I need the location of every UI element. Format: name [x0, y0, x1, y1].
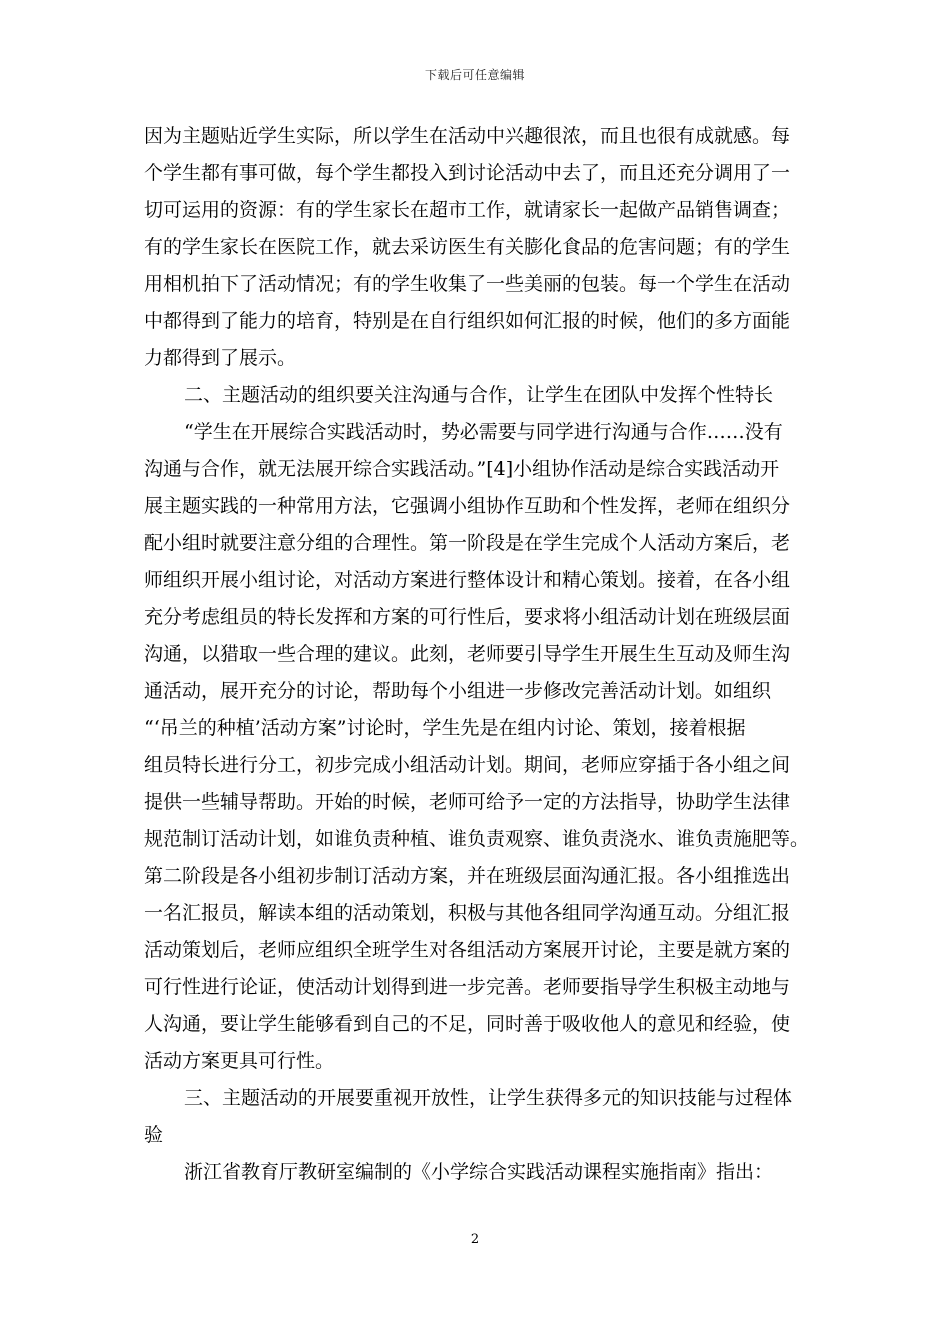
paragraph-line: 活动方案更具可行性。	[144, 1050, 335, 1072]
paragraph-line: 人沟通，要让学生能够看到自己的不足，同时善于吸收他人的意见和经验，使	[144, 1013, 791, 1035]
download-note-header: 下载后可任意编辑	[424, 68, 525, 82]
paragraph-line: 配小组时就要注意分组的合理性。第一阶段是在学生完成个人活动方案后，老	[144, 532, 791, 554]
section-heading-2: 二、主题活动的组织要关注沟通与合作，让学生在团队中发挥个性特长	[184, 384, 774, 406]
paragraph-line: 沟通与合作，就无法展开综合实践活动。”[4]小组协作活动是综合实践活动开	[144, 458, 780, 480]
paragraph-line: “学生在开展综合实践活动时，势必需要与同学进行沟通与合作……没有	[184, 421, 783, 443]
paragraph-line: 浙江省教育厅教研室编制的《小学综合实践活动课程实施指南》指出：	[184, 1161, 774, 1183]
paragraph-line: 个学生都有事可做，每个学生都投入到讨论活动中去了，而且还充分调用了一	[144, 162, 791, 184]
paragraph-line: 一名汇报员，解读本组的活动策划，积极与其他各组同学沟通互动。分组汇报	[144, 902, 791, 924]
paragraph-line: 组员特长进行分工，初步完成小组活动计划。期间，老师应穿插于各小组之间	[144, 754, 791, 776]
paragraph-line: 第二阶段是各小组初步制订活动方案，并在班级层面沟通汇报。各小组推选出	[144, 865, 791, 887]
paragraph-line: 因为主题贴近学生实际，所以学生在活动中兴趣很浓，而且也很有成就感。每	[144, 125, 791, 147]
paragraph-line: 提供一些辅导帮助。开始的时候，老师可给予一定的方法指导，协助学生法律	[144, 791, 791, 813]
body-text	[144, 118, 810, 1191]
paragraph-line: 可行性进行论证，使活动计划得到进一步完善。老师要指导学生积极主动地与	[144, 976, 791, 998]
paragraph-line: 充分考虑组员的特长发挥和方案的可行性后，要求将小组活动计划在班级层面	[144, 606, 791, 628]
paragraph-line: 规范制订活动计划，如谁负责种植、谁负责观察、谁负责浇水、谁负责施肥等。	[144, 828, 810, 850]
paragraph-line: 切可运用的资源：有的学生家长在超市工作，就请家长一起做产品销售调查；	[144, 199, 791, 221]
paragraph-line: 有的学生家长在医院工作，就去采访医生有关膨化食品的危害问题；有的学生	[144, 236, 791, 258]
section-heading-3: 三、主题活动的开展要重视开放性，让学生获得多元的知识技能与过程体	[184, 1087, 793, 1109]
paragraph-line: 活动策划后，老师应组织全班学生对各组活动方案展开讨论，主要是就方案的	[144, 939, 791, 961]
paragraph-line: “‘吊兰的种植’活动方案”讨论时，学生先是在组内讨论、策划，接着根据	[144, 717, 746, 739]
paragraph-line: 用相机拍下了活动情况；有的学生收集了一些美丽的包装。每一个学生在活动	[144, 273, 791, 295]
paragraph-line: 通活动，展开充分的讨论，帮助每个小组进一步修改完善活动计划。如组织	[144, 680, 772, 702]
paragraph-line: 力都得到了展示。	[144, 347, 297, 369]
section-heading-3-continued: 验	[144, 1124, 164, 1146]
paragraph-line: 师组织开展小组讨论，对活动方案进行整体设计和精心策划。接着，在各小组	[144, 569, 791, 591]
paragraph-line: 沟通，以猎取一些合理的建议。此刻，老师要引导学生开展生生互动及师生沟	[144, 643, 791, 665]
page-number: 2	[470, 1232, 480, 1247]
paragraph-line: 展主题实践的一种常用方法，它强调小组协作互助和个性发挥，老师在组织分	[144, 495, 791, 517]
paragraph-line: 中都得到了能力的培育，特别是在自行组织如何汇报的时候，他们的多方面能	[144, 310, 791, 332]
